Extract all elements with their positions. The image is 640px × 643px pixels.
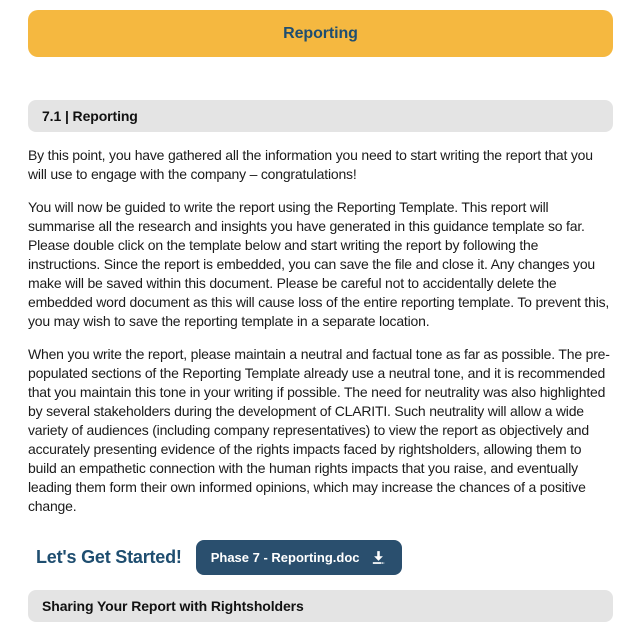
- paragraph-3: When you write the report, please maintain a neutral and factual tone as far as possible. The pre-populated sections of the Reporting Template already use a neutral tone, and it is recommended that you maintain this tone in your writing if possible. The need for neutrality was also highlighted by several stakeholders during the development of CLARITI. Such neutrality will allow a wide variety of audiences (including company representatives) to view the report as objectively and accurately presenting evidence of the rights impacts faced by rightsholders, allowing them to build an empathetic connection with the human rights impacts that you raise, and eventually leading them form their own informed opinions, which may increase the chances of a positive change.: [28, 346, 610, 514]
- section-header-label: Sharing Your Report with Rightsholders: [42, 598, 304, 614]
- section-header-sharing-report: [28, 590, 613, 622]
- lets-get-started-label: Let's Get Started!: [36, 547, 182, 567]
- download-icon: [370, 549, 387, 566]
- section-header-label: 7.1 | Reporting: [42, 108, 138, 124]
- section-header-7-1-reporting: [28, 100, 613, 132]
- download-report-button[interactable]: [196, 540, 402, 575]
- paragraph-2: You will now be guided to write the report using the Reporting Template. This report will summarise all the research and insights you have generated in this guidance template so far. Please double click on the template below and start writing the report by following the instructions. Since the report is embedded, you can save the file and close it. Any changes you make will be saved within this document. Please be careful not to accidentally delete the embedded word document as this will cause loss of the entire reporting template. To prevent this, you may wish to save the reporting template in a separate location.: [28, 199, 610, 329]
- download-button-label: Phase 7 - Reporting.doc: [210, 550, 360, 565]
- phase-title: Reporting: [283, 24, 358, 42]
- phase-title-bar: [28, 10, 613, 57]
- cta-row: [36, 540, 402, 575]
- paragraph-1: By this point, you have gathered all the information you need to start writing the report that you will use to engage with the company – congratulations!: [28, 147, 593, 182]
- body-text: [28, 146, 613, 530]
